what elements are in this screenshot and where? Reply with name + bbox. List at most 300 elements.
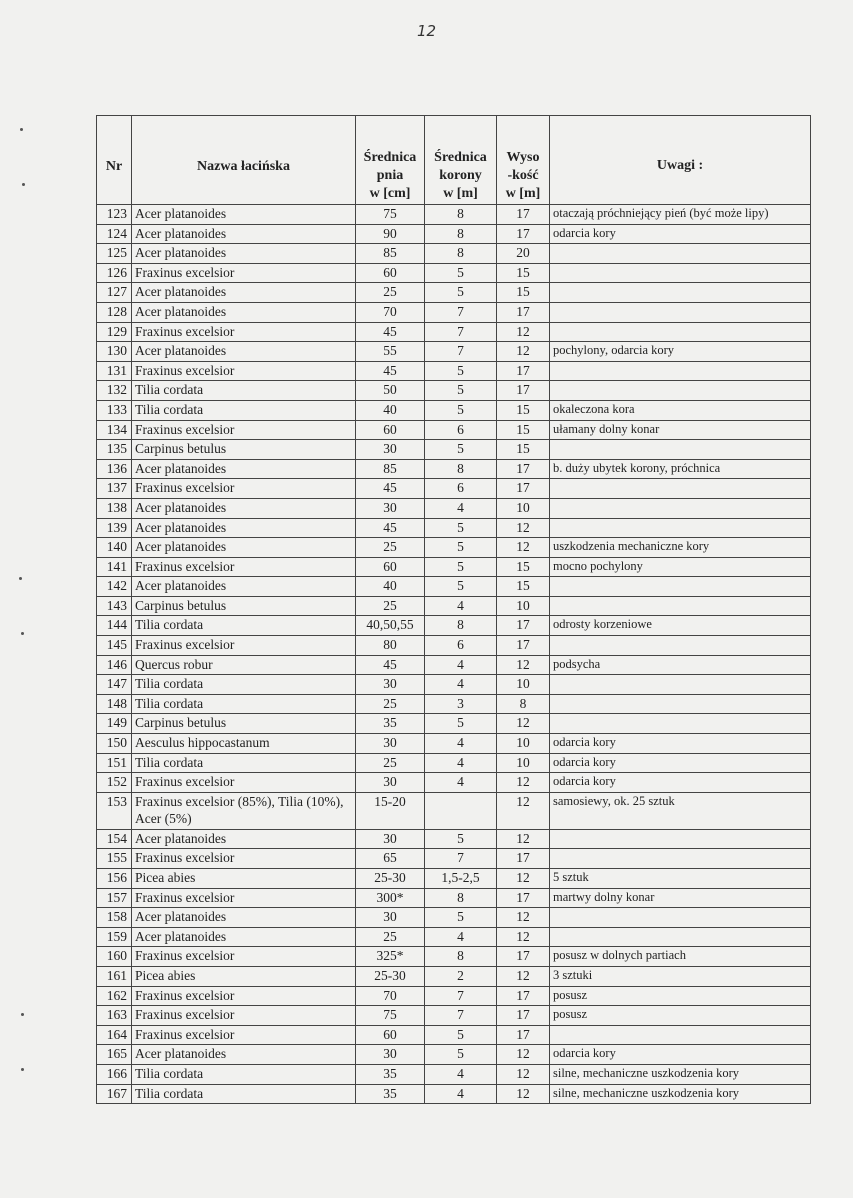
cell-latin-name: Acer platanoides: [132, 577, 356, 597]
cell-height: 17: [497, 616, 550, 636]
cell-notes: samosiewy, ok. 25 sztuk: [550, 792, 811, 829]
cell-height: 17: [497, 479, 550, 499]
cell-crown-diameter: 6: [425, 420, 497, 440]
cell-latin-name: Tilia cordata: [132, 753, 356, 773]
cell-nr: 159: [97, 927, 132, 947]
cell-nr: 165: [97, 1045, 132, 1065]
cell-notes: [550, 849, 811, 869]
cell-trunk-diameter: 85: [356, 244, 425, 264]
cell-nr: 167: [97, 1084, 132, 1104]
cell-height: 15: [497, 440, 550, 460]
cell-height: 12: [497, 869, 550, 889]
cell-crown-diameter: 4: [425, 927, 497, 947]
cell-crown-diameter: 7: [425, 1006, 497, 1026]
cell-nr: 137: [97, 479, 132, 499]
cell-notes: [550, 675, 811, 695]
cell-notes: [550, 244, 811, 264]
cell-notes: 3 sztuki: [550, 966, 811, 986]
cell-crown-diameter: 6: [425, 636, 497, 656]
cell-trunk-diameter: 25: [356, 283, 425, 303]
table-row: [97, 557, 811, 577]
cell-latin-name: Fraxinus excelsior: [132, 1006, 356, 1026]
cell-height: 12: [497, 773, 550, 793]
cell-latin-name: Tilia cordata: [132, 1084, 356, 1104]
cell-crown-diameter: 7: [425, 302, 497, 322]
table-row: [97, 1025, 811, 1045]
cell-height: 12: [497, 655, 550, 675]
cell-latin-name: Acer platanoides: [132, 1045, 356, 1065]
cell-nr: 162: [97, 986, 132, 1006]
cell-notes: [550, 283, 811, 303]
cell-trunk-diameter: 60: [356, 1025, 425, 1045]
cell-trunk-diameter: 35: [356, 1064, 425, 1084]
table-row: [97, 283, 811, 303]
cell-notes: odarcia kory: [550, 224, 811, 244]
cell-latin-name: Acer platanoides: [132, 459, 356, 479]
header-line: w [cm]: [369, 186, 411, 201]
cell-crown-diameter: 4: [425, 1064, 497, 1084]
cell-height: 12: [497, 322, 550, 342]
table-row: [97, 655, 811, 675]
cell-crown-diameter: 4: [425, 773, 497, 793]
cell-height: 12: [497, 792, 550, 829]
cell-latin-name: Tilia cordata: [132, 694, 356, 714]
cell-trunk-diameter: 25-30: [356, 966, 425, 986]
cell-trunk-diameter: 325*: [356, 947, 425, 967]
table-row: [97, 966, 811, 986]
cell-trunk-diameter: 25: [356, 694, 425, 714]
cell-latin-name: Fraxinus excelsior: [132, 479, 356, 499]
header-line: Średnica: [434, 150, 487, 165]
table-row: [97, 479, 811, 499]
cell-nr: 141: [97, 557, 132, 577]
cell-latin-name: Acer platanoides: [132, 829, 356, 849]
cell-crown-diameter: 7: [425, 322, 497, 342]
cell-crown-diameter: 8: [425, 947, 497, 967]
table-row: [97, 420, 811, 440]
cell-latin-name: Carpinus betulus: [132, 440, 356, 460]
cell-latin-name: Picea abies: [132, 869, 356, 889]
cell-height: 12: [497, 908, 550, 928]
cell-height: 15: [497, 283, 550, 303]
cell-latin-name: Fraxinus excelsior: [132, 849, 356, 869]
scan-speck: [20, 128, 23, 131]
cell-trunk-diameter: 60: [356, 557, 425, 577]
cell-latin-name: Fraxinus excelsior: [132, 322, 356, 342]
cell-trunk-diameter: 60: [356, 420, 425, 440]
cell-nr: 140: [97, 538, 132, 558]
cell-nr: 126: [97, 263, 132, 283]
cell-notes: mocno pochylony: [550, 557, 811, 577]
cell-height: 17: [497, 947, 550, 967]
table-row: [97, 888, 811, 908]
table-row: [97, 869, 811, 889]
cell-height: 17: [497, 986, 550, 1006]
header-line: Wyso: [506, 150, 540, 165]
cell-height: 12: [497, 966, 550, 986]
header-line: korony: [439, 168, 482, 183]
header-trunk-diameter: [356, 116, 425, 205]
cell-latin-name: Acer platanoides: [132, 302, 356, 322]
cell-crown-diameter: 5: [425, 400, 497, 420]
table-row: [97, 400, 811, 420]
cell-notes: odarcia kory: [550, 1045, 811, 1065]
cell-latin-name: Acer platanoides: [132, 283, 356, 303]
cell-crown-diameter: 4: [425, 596, 497, 616]
cell-latin-name: Quercus robur: [132, 655, 356, 675]
cell-height: 17: [497, 381, 550, 401]
cell-notes: 5 sztuk: [550, 869, 811, 889]
scan-speck: [21, 632, 24, 635]
cell-trunk-diameter: 30: [356, 773, 425, 793]
cell-notes: [550, 636, 811, 656]
cell-trunk-diameter: 70: [356, 302, 425, 322]
tree-inventory-table: [96, 115, 811, 1104]
cell-latin-name: Fraxinus excelsior (85%), Tilia (10%), Acer (5%): [132, 792, 356, 829]
cell-latin-name: Tilia cordata: [132, 616, 356, 636]
cell-nr: 135: [97, 440, 132, 460]
table-row: [97, 518, 811, 538]
header-line: w [m]: [443, 186, 478, 201]
table-row: [97, 734, 811, 754]
cell-nr: 147: [97, 675, 132, 695]
cell-nr: 154: [97, 829, 132, 849]
cell-trunk-diameter: 75: [356, 205, 425, 225]
scan-speck: [22, 183, 25, 186]
cell-notes: posusz: [550, 1006, 811, 1026]
header-line: pnia: [376, 168, 404, 183]
cell-trunk-diameter: 50: [356, 381, 425, 401]
cell-nr: 124: [97, 224, 132, 244]
cell-nr: 134: [97, 420, 132, 440]
table-row: [97, 753, 811, 773]
cell-crown-diameter: 5: [425, 577, 497, 597]
cell-nr: 133: [97, 400, 132, 420]
cell-height: 10: [497, 675, 550, 695]
cell-notes: uszkodzenia mechaniczne kory: [550, 538, 811, 558]
cell-height: 12: [497, 927, 550, 947]
cell-nr: 145: [97, 636, 132, 656]
table-row: [97, 694, 811, 714]
cell-crown-diameter: 1,5-2,5: [425, 869, 497, 889]
cell-trunk-diameter: 25: [356, 538, 425, 558]
cell-latin-name: Fraxinus excelsior: [132, 773, 356, 793]
header-line: w [m]: [505, 186, 541, 201]
cell-nr: 158: [97, 908, 132, 928]
cell-notes: [550, 714, 811, 734]
cell-trunk-diameter: 30: [356, 908, 425, 928]
cell-height: 17: [497, 888, 550, 908]
cell-height: 17: [497, 459, 550, 479]
cell-crown-diameter: 3: [425, 694, 497, 714]
cell-height: 12: [497, 342, 550, 362]
table-row: [97, 714, 811, 734]
cell-latin-name: Fraxinus excelsior: [132, 1025, 356, 1045]
cell-crown-diameter: 4: [425, 753, 497, 773]
cell-trunk-diameter: 60: [356, 263, 425, 283]
cell-crown-diameter: 8: [425, 244, 497, 264]
cell-trunk-diameter: 30: [356, 1045, 425, 1065]
cell-trunk-diameter: 300*: [356, 888, 425, 908]
cell-trunk-diameter: 45: [356, 655, 425, 675]
cell-notes: okaleczona kora: [550, 400, 811, 420]
cell-latin-name: Acer platanoides: [132, 205, 356, 225]
cell-notes: [550, 263, 811, 283]
cell-height: 17: [497, 1006, 550, 1026]
cell-trunk-diameter: 25: [356, 927, 425, 947]
table-row: [97, 947, 811, 967]
cell-notes: [550, 1025, 811, 1045]
header-latin-name: Nazwa łacińska: [132, 116, 356, 205]
cell-crown-diameter: 4: [425, 655, 497, 675]
cell-notes: odarcia kory: [550, 753, 811, 773]
table-row: [97, 636, 811, 656]
cell-latin-name: Fraxinus excelsior: [132, 636, 356, 656]
table-row: [97, 1064, 811, 1084]
cell-height: 10: [497, 498, 550, 518]
cell-trunk-diameter: 75: [356, 1006, 425, 1026]
cell-crown-diameter: 8: [425, 616, 497, 636]
scan-speck: [19, 577, 22, 580]
table-row: [97, 908, 811, 928]
cell-latin-name: Fraxinus excelsior: [132, 263, 356, 283]
cell-trunk-diameter: 30: [356, 440, 425, 460]
cell-nr: 136: [97, 459, 132, 479]
table-row: [97, 675, 811, 695]
cell-crown-diameter: 4: [425, 675, 497, 695]
cell-height: 10: [497, 734, 550, 754]
cell-latin-name: Carpinus betulus: [132, 714, 356, 734]
cell-trunk-diameter: 45: [356, 361, 425, 381]
cell-latin-name: Fraxinus excelsior: [132, 947, 356, 967]
cell-notes: posusz: [550, 986, 811, 1006]
cell-trunk-diameter: 45: [356, 479, 425, 499]
cell-crown-diameter: 5: [425, 361, 497, 381]
table-row: [97, 577, 811, 597]
cell-notes: [550, 518, 811, 538]
cell-nr: 128: [97, 302, 132, 322]
cell-latin-name: Fraxinus excelsior: [132, 420, 356, 440]
cell-height: 17: [497, 224, 550, 244]
table-row: [97, 792, 811, 829]
table-row: [97, 1084, 811, 1104]
cell-nr: 148: [97, 694, 132, 714]
cell-height: 12: [497, 538, 550, 558]
cell-trunk-diameter: 30: [356, 498, 425, 518]
cell-height: 17: [497, 361, 550, 381]
cell-nr: 143: [97, 596, 132, 616]
cell-crown-diameter: 8: [425, 224, 497, 244]
cell-crown-diameter: 5: [425, 283, 497, 303]
cell-trunk-diameter: 40: [356, 577, 425, 597]
table-row: [97, 342, 811, 362]
scan-speck: [21, 1068, 24, 1071]
table-row: [97, 381, 811, 401]
cell-latin-name: Acer platanoides: [132, 927, 356, 947]
cell-nr: 125: [97, 244, 132, 264]
cell-height: 10: [497, 753, 550, 773]
cell-trunk-diameter: 70: [356, 986, 425, 1006]
cell-nr: 153: [97, 792, 132, 829]
cell-notes: martwy dolny konar: [550, 888, 811, 908]
cell-crown-diameter: 5: [425, 518, 497, 538]
cell-trunk-diameter: 30: [356, 734, 425, 754]
cell-latin-name: Fraxinus excelsior: [132, 557, 356, 577]
cell-nr: 144: [97, 616, 132, 636]
cell-trunk-diameter: 30: [356, 829, 425, 849]
cell-notes: [550, 302, 811, 322]
cell-height: 17: [497, 849, 550, 869]
cell-crown-diameter: 4: [425, 498, 497, 518]
cell-trunk-diameter: 30: [356, 675, 425, 695]
cell-latin-name: Fraxinus excelsior: [132, 888, 356, 908]
table-row: [97, 361, 811, 381]
table-row: [97, 263, 811, 283]
table-row: [97, 927, 811, 947]
cell-nr: 142: [97, 577, 132, 597]
cell-crown-diameter: 7: [425, 849, 497, 869]
table-row: [97, 849, 811, 869]
cell-trunk-diameter: 65: [356, 849, 425, 869]
cell-latin-name: Acer platanoides: [132, 538, 356, 558]
cell-nr: 152: [97, 773, 132, 793]
cell-latin-name: Fraxinus excelsior: [132, 361, 356, 381]
cell-nr: 164: [97, 1025, 132, 1045]
cell-height: 15: [497, 557, 550, 577]
cell-height: 15: [497, 263, 550, 283]
cell-trunk-diameter: 80: [356, 636, 425, 656]
table-row: [97, 322, 811, 342]
cell-notes: pochylony, odarcia kory: [550, 342, 811, 362]
cell-crown-diameter: [425, 792, 497, 829]
cell-crown-diameter: 5: [425, 714, 497, 734]
cell-trunk-diameter: 40: [356, 400, 425, 420]
cell-nr: 161: [97, 966, 132, 986]
cell-latin-name: Picea abies: [132, 966, 356, 986]
cell-notes: silne, mechaniczne uszkodzenia kory: [550, 1084, 811, 1104]
cell-crown-diameter: 4: [425, 734, 497, 754]
cell-nr: 138: [97, 498, 132, 518]
cell-nr: 132: [97, 381, 132, 401]
cell-notes: posusz w dolnych partiach: [550, 947, 811, 967]
table-row: [97, 244, 811, 264]
cell-height: 12: [497, 518, 550, 538]
cell-notes: odrosty korzeniowe: [550, 616, 811, 636]
cell-height: 12: [497, 714, 550, 734]
cell-trunk-diameter: 35: [356, 714, 425, 734]
cell-nr: 160: [97, 947, 132, 967]
cell-latin-name: Acer platanoides: [132, 224, 356, 244]
cell-height: 17: [497, 205, 550, 225]
table-row: [97, 616, 811, 636]
cell-latin-name: Tilia cordata: [132, 1064, 356, 1084]
cell-notes: [550, 479, 811, 499]
cell-nr: 130: [97, 342, 132, 362]
cell-nr: 131: [97, 361, 132, 381]
header-height: [497, 116, 550, 205]
cell-nr: 127: [97, 283, 132, 303]
table-row: [97, 1006, 811, 1026]
table-row: [97, 1045, 811, 1065]
header-notes: Uwagi :: [550, 116, 811, 205]
cell-notes: silne, mechaniczne uszkodzenia kory: [550, 1064, 811, 1084]
cell-height: 12: [497, 829, 550, 849]
cell-trunk-diameter: 15-20: [356, 792, 425, 829]
table-row: [97, 459, 811, 479]
cell-trunk-diameter: 45: [356, 518, 425, 538]
header-line: Średnica: [363, 150, 417, 165]
cell-notes: [550, 361, 811, 381]
cell-height: 10: [497, 596, 550, 616]
cell-crown-diameter: 7: [425, 342, 497, 362]
cell-latin-name: Fraxinus excelsior: [132, 986, 356, 1006]
cell-nr: 163: [97, 1006, 132, 1026]
cell-height: 15: [497, 577, 550, 597]
cell-height: 8: [497, 694, 550, 714]
cell-height: 15: [497, 420, 550, 440]
cell-latin-name: Aesculus hippocastanum: [132, 734, 356, 754]
table-row: [97, 205, 811, 225]
header-crown-diameter: [425, 116, 497, 205]
cell-notes: podsycha: [550, 655, 811, 675]
table-row: [97, 498, 811, 518]
cell-trunk-diameter: 45: [356, 322, 425, 342]
cell-height: 12: [497, 1084, 550, 1104]
cell-crown-diameter: 8: [425, 888, 497, 908]
cell-trunk-diameter: 25-30: [356, 869, 425, 889]
cell-trunk-diameter: 55: [356, 342, 425, 362]
cell-crown-diameter: 5: [425, 908, 497, 928]
cell-notes: [550, 829, 811, 849]
cell-notes: [550, 908, 811, 928]
table-row: [97, 538, 811, 558]
cell-notes: [550, 596, 811, 616]
cell-trunk-diameter: 40,50,55: [356, 616, 425, 636]
cell-notes: [550, 498, 811, 518]
cell-nr: 157: [97, 888, 132, 908]
cell-notes: [550, 381, 811, 401]
cell-crown-diameter: 5: [425, 440, 497, 460]
cell-height: 12: [497, 1064, 550, 1084]
cell-crown-diameter: 5: [425, 538, 497, 558]
cell-crown-diameter: 2: [425, 966, 497, 986]
cell-notes: [550, 440, 811, 460]
table-row: [97, 596, 811, 616]
table-row: [97, 224, 811, 244]
cell-nr: 129: [97, 322, 132, 342]
cell-latin-name: Tilia cordata: [132, 400, 356, 420]
cell-crown-diameter: 5: [425, 1025, 497, 1045]
cell-crown-diameter: 4: [425, 1084, 497, 1104]
cell-crown-diameter: 5: [425, 557, 497, 577]
cell-nr: 123: [97, 205, 132, 225]
table-row: [97, 440, 811, 460]
cell-height: 20: [497, 244, 550, 264]
cell-notes: [550, 694, 811, 714]
header-line: -kość: [507, 168, 539, 183]
cell-latin-name: Acer platanoides: [132, 518, 356, 538]
cell-notes: [550, 927, 811, 947]
cell-latin-name: Tilia cordata: [132, 381, 356, 401]
cell-crown-diameter: 6: [425, 479, 497, 499]
cell-nr: 151: [97, 753, 132, 773]
cell-crown-diameter: 7: [425, 986, 497, 1006]
cell-crown-diameter: 5: [425, 381, 497, 401]
cell-nr: 156: [97, 869, 132, 889]
cell-trunk-diameter: 25: [356, 753, 425, 773]
cell-nr: 146: [97, 655, 132, 675]
cell-notes: otaczają próchniejący pień (być może lipy): [550, 205, 811, 225]
